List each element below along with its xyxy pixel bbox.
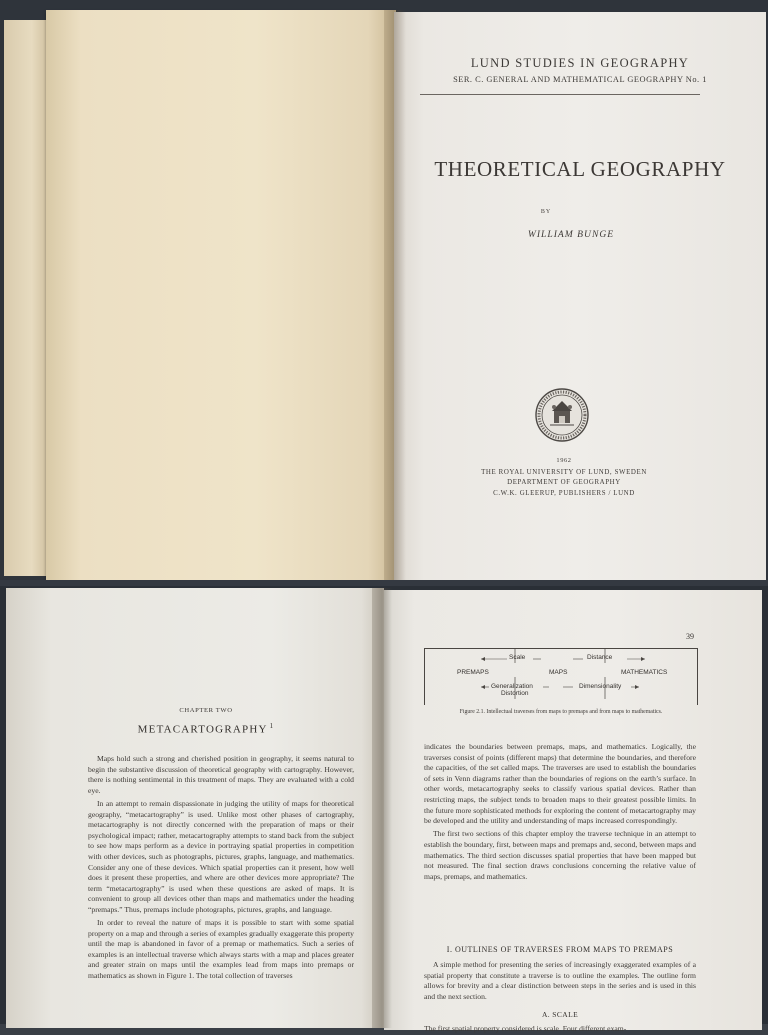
paragraph: indicates the boundaries between premaps, maps, and mathematics. Logically, the traverses consist of points (different maps) that determine the boundaries, and therefore the capacities, of the set called maps. The traverses are used to establish the boundaries of sets in Venn diagrams rather than the boundaries of regions on the earth’s surface. In other words, metacartography seeks to classify various spatial devices. Rather than restricting maps, the subject tends to broaden maps to their greatest possible limits. In the future more sophisticated methods for exploring the content of metacartography may be developed and the utility and understanding of maps increased correspondingly. bbox=[424, 742, 696, 826]
traverse-diagram bbox=[424, 648, 698, 705]
publisher-line-1: THE ROYAL UNIVERSITY OF LUND, SWEDEN bbox=[481, 469, 647, 476]
spine-shadow bbox=[384, 10, 406, 580]
mathematics-label: MATHEMATICS bbox=[621, 669, 668, 676]
book-title: THEORETICAL GEOGRAPHY bbox=[434, 157, 726, 181]
chapter-opening-page bbox=[6, 588, 384, 1028]
university-seal-icon bbox=[534, 387, 590, 443]
chapter-body-text bbox=[88, 754, 354, 984]
publication-year: 1962 bbox=[556, 457, 572, 464]
paragraph: In an attempt to remain dispassionate in judging the utility of maps for theoretical geography, “metacartography” is used. Unlike most other phases of cartography, metacartography is not directly concerned with the preparation of maps or their psychological impact; rather, metacartography attempts to stand back from the subject to see how maps perform as a device in portraying spatial properties in competition with other devices, such as photographs, pictures, graphs, language, and mathematics. Consider any one of these devices. Which spatial properties can it present, how well does it present these properties, and where are other devices more appropriate? The term “metacartography” is used when these questions are asked of maps. It is convenient to group all devices other than maps and mathematics under the heading “premaps.” Thus, premaps include photographs, pictures, graphs, and language. bbox=[88, 798, 354, 914]
chapter-label: CHAPTER TWO bbox=[179, 707, 233, 714]
chapter-spread-photo bbox=[0, 584, 768, 1033]
figure-caption: Figure 2.1. Intellectual traverses from maps to premaps and from maps to mathematics. bbox=[459, 709, 663, 715]
dimensionality-label: Dimensionality bbox=[579, 683, 622, 690]
author-name: WILLIAM BUNGE bbox=[527, 229, 615, 240]
distance-label: Distance bbox=[587, 654, 613, 661]
subsection-heading: A. SCALE bbox=[541, 1010, 579, 1019]
back-page-edge bbox=[4, 20, 51, 576]
generalization-label: Generalization bbox=[491, 683, 533, 690]
series-subtitle: SER. C. GENERAL AND MATHEMATICAL GEOGRAPHY No. 1 bbox=[453, 75, 707, 84]
page-number: 39 bbox=[686, 632, 694, 641]
publisher-line-2: DEPARTMENT OF GEOGRAPHY bbox=[507, 479, 621, 486]
traverse-diagram-lines bbox=[425, 649, 697, 705]
page-body-text bbox=[424, 742, 696, 885]
paragraph: In order to reveal the nature of maps it is possible to start with some spatial property on a map and through a series of examples gradually exaggerate this property until the map is abandoned in favor of a premap or mathematics. Such a series of examples is an intellectual traverse which always starts with a map and places greater and greater strain on maps until the examples lead from maps into premaps or mathematics as shown in Figure 1. The total collection of traverses bbox=[88, 918, 354, 981]
spine-shadow bbox=[372, 588, 392, 1028]
title-page bbox=[394, 12, 766, 580]
paragraph: A simple method for presenting the series of increasingly exaggerated examples of a spatial property that constitute a traverse is to outline the examples. The outline form allows for brevity and a clear distinction between steps in the series and is used in this and the next section. bbox=[424, 960, 696, 1001]
paragraph: The first two sections of this chapter employ the traverse technique in an attempt to establish the boundary, first, between maps and premaps and, second, between maps and mathematics. The third section discusses spatial properties that have been mapped but not measured. The final section draws conclusions concerning the relative value of maps, premaps, and mathematics. bbox=[424, 829, 696, 881]
section-heading: I. OUTLINES OF TRAVERSES FROM MAPS TO PREMAPS bbox=[446, 945, 674, 954]
photo-divider bbox=[0, 580, 768, 586]
distortion-label: Distortion bbox=[501, 690, 529, 697]
page-39 bbox=[384, 590, 762, 1033]
cut-off-line-text: The first spatial property considered is scale. Four different exam- bbox=[424, 1024, 627, 1033]
cut-off-line bbox=[424, 1024, 696, 1034]
premaps-label: PREMAPS bbox=[457, 669, 489, 676]
footnote-marker: 1 bbox=[269, 722, 275, 730]
chapter-title bbox=[96, 722, 316, 736]
series-rule bbox=[420, 94, 700, 95]
blank-left-page bbox=[46, 10, 396, 580]
chapter-title-text: METACARTOGRAPHY bbox=[137, 723, 268, 736]
section-body-text bbox=[424, 960, 696, 1005]
scale-label: Scale bbox=[509, 654, 526, 661]
maps-label: MAPS bbox=[549, 669, 568, 676]
paragraph: Maps hold such a strong and cherished position in geography, it seems natural to begin the substantive discussion of theoretical geography with cartography. However, there is nothing sentimental in this treatment of maps. They are evaluated with a cold eye. bbox=[88, 754, 354, 795]
series-title: LUND STUDIES IN GEOGRAPHY bbox=[470, 56, 690, 70]
by-label: BY bbox=[540, 209, 552, 215]
publisher-line-3: C.W.K. GLEERUP, PUBLISHERS / LUND bbox=[493, 490, 635, 497]
